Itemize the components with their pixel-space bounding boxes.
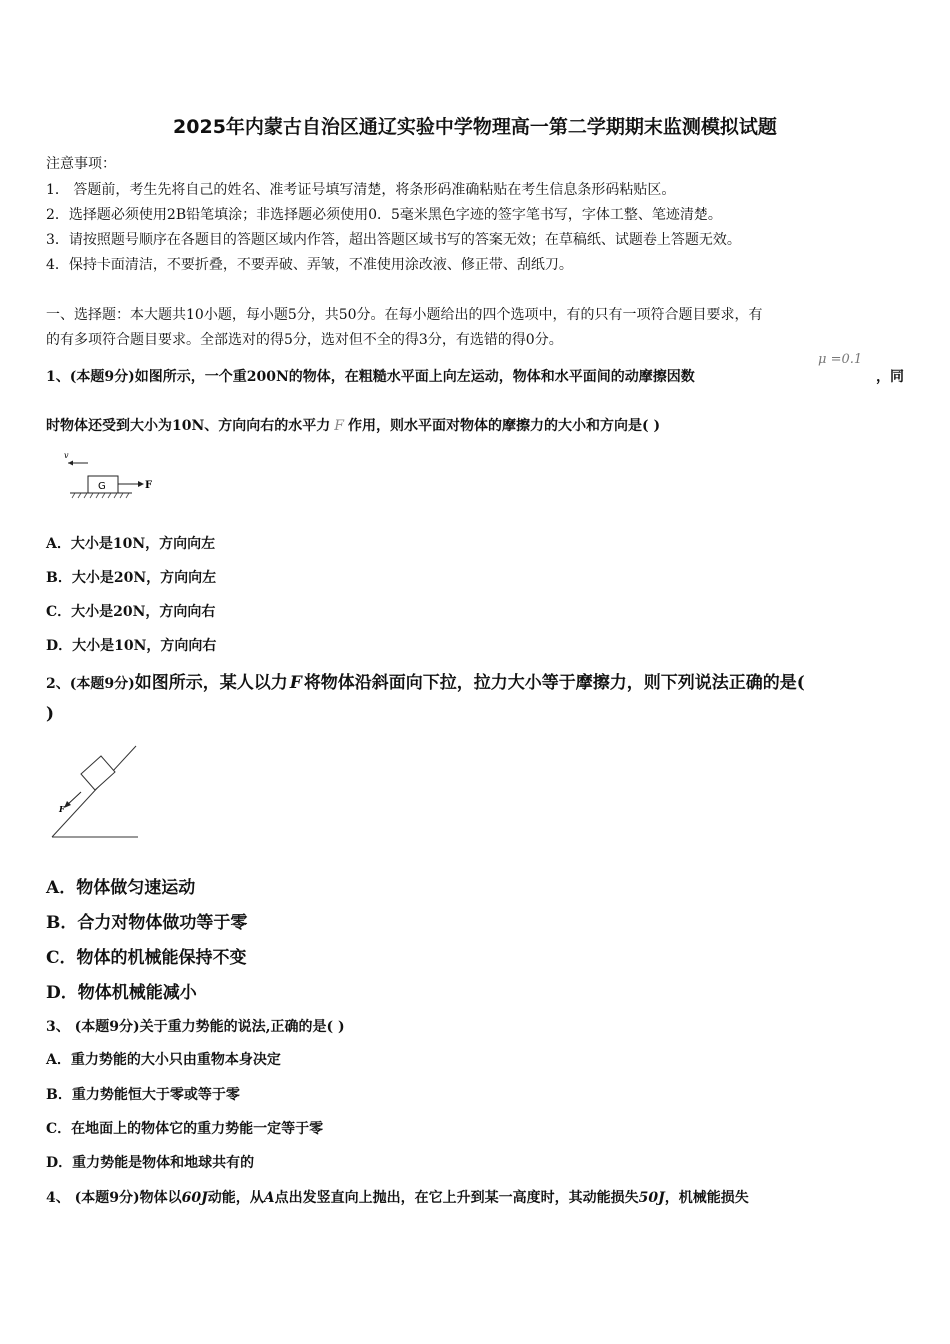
q2-option-a: A．物体做匀速运动 — [46, 878, 196, 898]
q1-figure-block-label: G — [98, 481, 106, 492]
q4-point-a: A — [263, 1190, 275, 1206]
notice-item-1: 1． 答题前，考生先将自己的姓名、准考证号填写清楚，将条形码准确粘贴在考生信息条形码粘贴区。 — [46, 182, 676, 198]
page-title: 2025年内蒙古自治区通辽实验中学物理高一第二学期期末监测模拟试题 — [173, 116, 777, 138]
q2-option-c: C．物体的机械能保持不变 — [46, 948, 247, 968]
q1-stem-line-1 — [46, 352, 904, 386]
q2-force-symbol: F — [289, 673, 302, 693]
q2-figure-force-label: F — [59, 804, 65, 814]
q2-stem-line-1 — [46, 668, 906, 693]
section-intro-line-1: 一、选择题：本大题共10小题，每小题5分，共50分。在每小题给出的四个选项中，有的只有一项符合题目要求，有 — [46, 307, 763, 323]
q3-stem: 3、 (本题9分)关于重力势能的说法,正确的是( ) — [46, 1019, 345, 1035]
q4-stem-text-2: 动能，从 — [207, 1190, 264, 1206]
q2-stem-text-1: 如图所示，某人以力 — [134, 673, 288, 693]
notice-item-2: 2．选择题必须使用2B铅笔填涂；非选择题必须使用0．5毫米黑色字迹的签字笔书写，字体工整、笔迹清楚。 — [46, 207, 722, 223]
q4-stem — [46, 1187, 749, 1207]
q4-stem-text-4: ，机械能损失 — [664, 1190, 749, 1206]
section-intro-line-2: 的有多项符合题目要求。全部选对的得5分，选对但不全的得3分，有选错的得0分。 — [46, 332, 563, 348]
notice-item-4: 4．保持卡面清洁，不要折叠，不要弄破、弄皱，不准使用涂改液、修正带、刮纸刀。 — [46, 257, 573, 273]
q1-option-d: D．大小是10N，方向向右 — [46, 638, 217, 654]
notice-item-3: 3．请按照题号顺序在各题目的答题区域内作答，超出答题区域书写的答案无效；在草稿纸、试题卷上答题无效。 — [46, 232, 741, 248]
q2-option-b: B．合力对物体做功等于零 — [46, 913, 248, 933]
q1-stem-text-2-end: 作用，则水平面对物体的摩擦力的大小和方向是( ) — [348, 418, 661, 434]
q2-figure-block — [81, 756, 115, 790]
q2-figure — [48, 742, 144, 840]
q1-stem-line-2 — [46, 415, 660, 435]
q1-option-c: C．大小是20N，方向向右 — [46, 604, 216, 620]
q2-figure-incline — [52, 746, 136, 837]
q1-stem-text-2: 时物体还受到大小为10N、方向向右的水平力 — [46, 418, 331, 434]
q1-option-a: A．大小是10N，方向向左 — [46, 536, 216, 552]
q2-stem-line-2: ) — [46, 704, 55, 724]
q2-option-d: D．物体机械能减小 — [46, 983, 197, 1003]
q2-stem-text-2: 将物体沿斜面向下拉，拉力大小等于摩擦力，则下列说法正确的是( — [303, 673, 805, 693]
notice-heading: 注意事项： — [46, 156, 116, 172]
q3-option-c: C．在地面上的物体它的重力势能一定等于零 — [46, 1121, 324, 1137]
q1-mu-formula: μ =0.1 — [818, 352, 863, 367]
q1-figure-force-label: F — [145, 480, 153, 491]
q3-option-a: A．重力势能的大小只由重物本身决定 — [46, 1052, 281, 1068]
q3-option-b: B．重力势能恒大于零或等于零 — [46, 1087, 240, 1103]
q3-option-d: D．重力势能是物体和地球共有的 — [46, 1155, 255, 1171]
q1-figure-ground-hatch — [72, 493, 129, 498]
q1-figure-velocity-arrowhead — [68, 461, 73, 466]
q1-option-b: B．大小是20N，方向向左 — [46, 570, 217, 586]
q1-figure-force-arrowhead — [138, 481, 144, 487]
q1-figure — [60, 450, 170, 506]
q1-figure-velocity-label: v — [64, 451, 69, 460]
q1-stem-text-1: 1、(本题9分)如图所示，一个重200N的物体，在粗糙水平面上向左运动，物体和水平面间的动摩擦因数 — [46, 369, 695, 385]
q4-energy-2: 50J — [638, 1190, 665, 1206]
q1-stem-text-1-end: ，同 — [876, 369, 904, 385]
q4-stem-text-3: 点出发竖直向上抛出，在它上升到某一高度时，其动能损失 — [274, 1190, 639, 1206]
q1-force-symbol: F — [334, 418, 344, 434]
q2-stem-number: 2、(本题9分) — [46, 676, 135, 692]
q4-energy-1: 60J — [181, 1190, 208, 1206]
q4-stem-text-1: 4、 (本题9分)物体以 — [46, 1190, 182, 1206]
